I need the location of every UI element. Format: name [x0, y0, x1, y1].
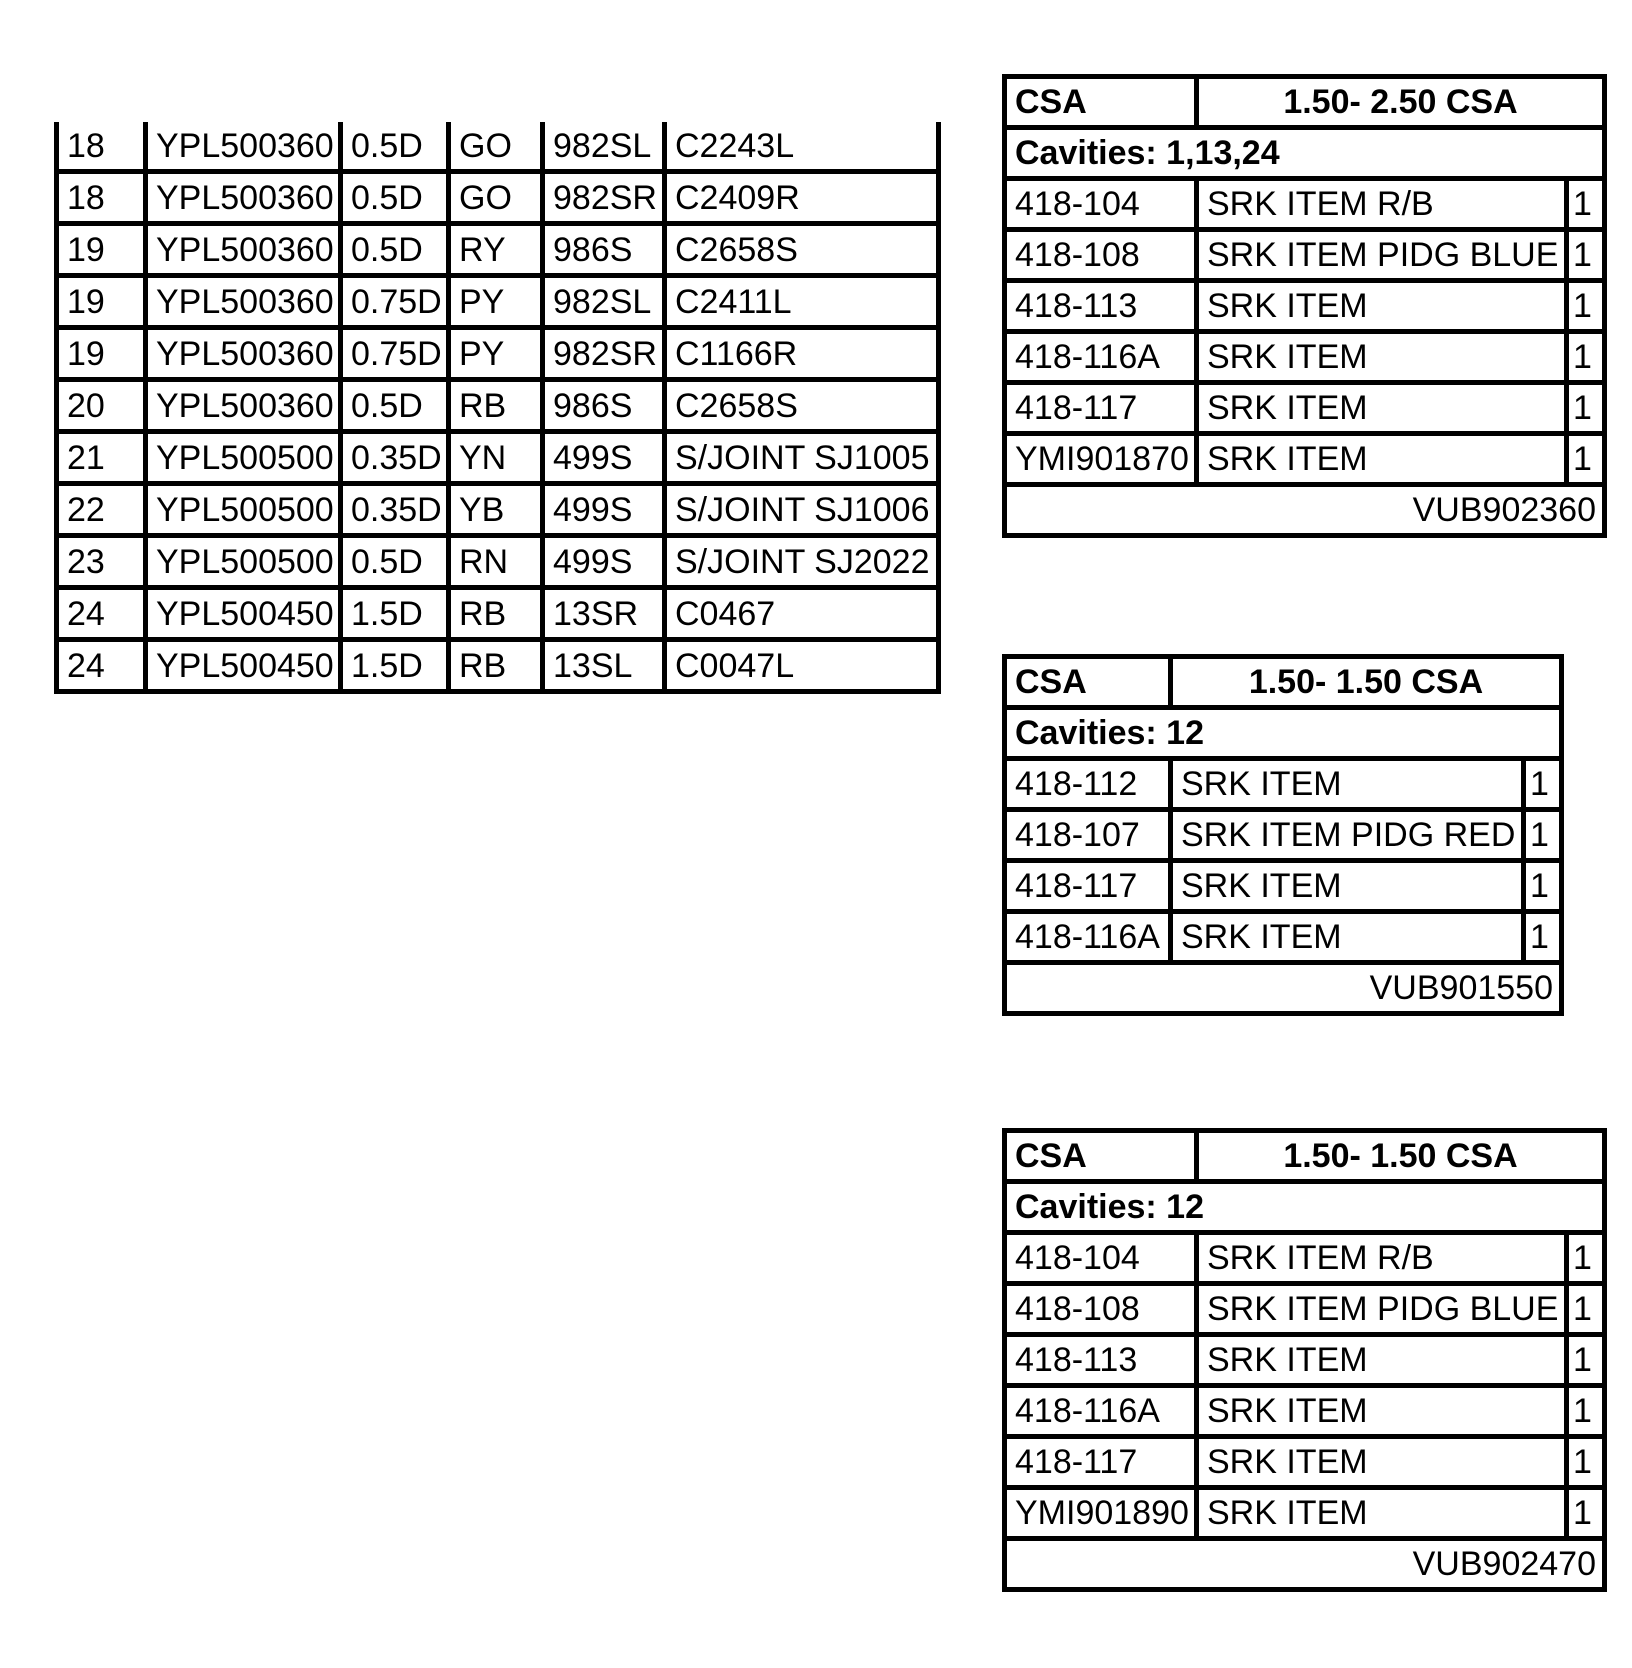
wire-part-number-cell: YPL500360 [146, 122, 341, 172]
item-quantity-cell: 1 [1567, 1335, 1605, 1386]
csa-header-row [1005, 657, 1562, 708]
terminal-cell: 982SL [543, 122, 665, 172]
wire-colour-cell: RB [449, 380, 543, 432]
part-number-cell: 418-104 [1005, 1233, 1197, 1284]
list-item [1005, 912, 1562, 963]
item-description-cell: SRK ITEM [1171, 912, 1524, 963]
wire-colour-cell: RY [449, 224, 543, 276]
terminal-cell: 982SR [543, 328, 665, 380]
wire-colour-cell: PY [449, 276, 543, 328]
csa-items [1005, 759, 1562, 963]
wire-colour-cell: RB [449, 640, 543, 692]
terminal-cell: 499S [543, 432, 665, 484]
item-quantity-cell: 1 [1567, 281, 1605, 332]
part-number-cell: 418-116A [1005, 912, 1171, 963]
list-item [1005, 759, 1562, 810]
connector-cell: S/JOINT SJ1005 [665, 432, 939, 484]
wire-size-cell: 0.5D [341, 172, 449, 224]
item-quantity-cell: 1 [1567, 1386, 1605, 1437]
item-quantity-cell: 1 [1567, 1233, 1605, 1284]
part-number-cell: 418-107 [1005, 810, 1171, 861]
part-number-cell: 418-117 [1005, 861, 1171, 912]
wire-size-cell: 0.5D [341, 380, 449, 432]
item-description-cell: SRK ITEM [1197, 281, 1567, 332]
csa-label: CSA [1005, 657, 1171, 708]
cavity-number-cell: 20 [57, 380, 146, 432]
wire-size-cell: 0.5D [341, 224, 449, 276]
connector-cell: C2243L [665, 122, 939, 172]
csa-range: 1.50- 1.50 CSA [1171, 657, 1562, 708]
list-item [1005, 332, 1605, 383]
wire-size-cell: 0.75D [341, 328, 449, 380]
cavities-row [1005, 128, 1605, 179]
item-quantity-cell: 1 [1567, 383, 1605, 434]
cavity-number-cell: 18 [57, 122, 146, 172]
list-item [1005, 1335, 1605, 1386]
wire-size-cell: 1.5D [341, 588, 449, 640]
item-quantity-cell: 1 [1524, 861, 1562, 912]
item-description-cell: SRK ITEM [1197, 1488, 1567, 1539]
cavities-row [1005, 1182, 1605, 1233]
connector-cell: C2409R [665, 172, 939, 224]
table-row [57, 380, 939, 432]
wire-part-number-cell: YPL500500 [146, 536, 341, 588]
item-description-cell: SRK ITEM PIDG RED [1171, 810, 1524, 861]
cavity-number-cell: 24 [57, 588, 146, 640]
item-quantity-cell: 1 [1567, 332, 1605, 383]
wire-size-cell: 0.5D [341, 536, 449, 588]
item-quantity-cell: 1 [1567, 1437, 1605, 1488]
connector-cell: C2658S [665, 224, 939, 276]
connector-cell: C0467 [665, 588, 939, 640]
connector-cell: S/JOINT SJ2022 [665, 536, 939, 588]
csa-range: 1.50- 1.50 CSA [1197, 1131, 1605, 1182]
item-quantity-cell: 1 [1567, 1284, 1605, 1335]
cavities-label: Cavities: 12 [1005, 1182, 1605, 1233]
part-number-cell: 418-108 [1005, 1284, 1197, 1335]
wire-size-cell: 0.75D [341, 276, 449, 328]
list-item [1005, 810, 1562, 861]
cavity-number-cell: 19 [57, 328, 146, 380]
wiring-table [54, 122, 941, 694]
wiring-table-body [57, 122, 939, 692]
part-number-cell: 418-116A [1005, 1386, 1197, 1437]
connector-cell: C2411L [665, 276, 939, 328]
table-row [57, 122, 939, 172]
terminal-cell: 499S [543, 484, 665, 536]
csa-items [1005, 179, 1605, 485]
item-description-cell: SRK ITEM [1197, 332, 1567, 383]
connector-cell: C1166R [665, 328, 939, 380]
terminal-cell: 986S [543, 224, 665, 276]
cavity-number-cell: 24 [57, 640, 146, 692]
list-item [1005, 179, 1605, 230]
cavity-number-cell: 19 [57, 276, 146, 328]
table-row [57, 224, 939, 276]
cavities-row [1005, 708, 1562, 759]
table-row [57, 432, 939, 484]
terminal-cell: 13SL [543, 640, 665, 692]
table-row [57, 276, 939, 328]
cavities-label: Cavities: 12 [1005, 708, 1562, 759]
wire-colour-cell: GO [449, 122, 543, 172]
wire-part-number-cell: YPL500450 [146, 588, 341, 640]
list-item [1005, 383, 1605, 434]
terminal-cell: 982SL [543, 276, 665, 328]
csa-box-1 [1002, 74, 1607, 538]
item-description-cell: SRK ITEM [1197, 1437, 1567, 1488]
table-row [57, 172, 939, 224]
part-number-cell: 418-116A [1005, 332, 1197, 383]
wire-colour-cell: PY [449, 328, 543, 380]
item-quantity-cell: 1 [1524, 912, 1562, 963]
item-description-cell: SRK ITEM [1171, 759, 1524, 810]
table-row [57, 640, 939, 692]
wire-part-number-cell: YPL500360 [146, 380, 341, 432]
wire-size-cell: 0.35D [341, 432, 449, 484]
wire-part-number-cell: YPL500360 [146, 172, 341, 224]
cavity-number-cell: 22 [57, 484, 146, 536]
wire-part-number-cell: YPL500500 [146, 484, 341, 536]
part-number-cell: 418-117 [1005, 1437, 1197, 1488]
list-item [1005, 861, 1562, 912]
part-number-cell: 418-117 [1005, 383, 1197, 434]
csa-label: CSA [1005, 77, 1197, 128]
item-quantity-cell: 1 [1524, 759, 1562, 810]
part-code-row [1005, 1539, 1605, 1590]
list-item [1005, 1488, 1605, 1539]
part-number-cell: 418-112 [1005, 759, 1171, 810]
list-item [1005, 230, 1605, 281]
item-description-cell: SRK ITEM [1197, 1386, 1567, 1437]
table-row [57, 536, 939, 588]
csa-header-row [1005, 77, 1605, 128]
item-description-cell: SRK ITEM R/B [1197, 179, 1567, 230]
part-number-cell: YMI901890 [1005, 1488, 1197, 1539]
terminal-cell: 13SR [543, 588, 665, 640]
list-item [1005, 434, 1605, 485]
table-row [57, 484, 939, 536]
list-item [1005, 1386, 1605, 1437]
item-description-cell: SRK ITEM [1197, 383, 1567, 434]
part-number-cell: 418-113 [1005, 1335, 1197, 1386]
csa-items [1005, 1233, 1605, 1539]
wire-colour-cell: RB [449, 588, 543, 640]
wire-colour-cell: RN [449, 536, 543, 588]
csa-box-3 [1002, 1128, 1607, 1592]
list-item [1005, 1233, 1605, 1284]
wire-size-cell: 1.5D [341, 640, 449, 692]
wire-size-cell: 0.5D [341, 122, 449, 172]
wire-part-number-cell: YPL500500 [146, 432, 341, 484]
list-item [1005, 1284, 1605, 1335]
part-code: VUB902360 [1005, 485, 1605, 536]
csa-label: CSA [1005, 1131, 1197, 1182]
list-item [1005, 281, 1605, 332]
part-number-cell: YMI901870 [1005, 434, 1197, 485]
item-description-cell: SRK ITEM [1197, 1335, 1567, 1386]
part-code-row [1005, 485, 1605, 536]
wire-colour-cell: YN [449, 432, 543, 484]
item-description-cell: SRK ITEM [1171, 861, 1524, 912]
wire-colour-cell: GO [449, 172, 543, 224]
part-code: VUB902470 [1005, 1539, 1605, 1590]
item-quantity-cell: 1 [1524, 810, 1562, 861]
csa-box-2 [1002, 654, 1564, 1016]
connector-cell: C2658S [665, 380, 939, 432]
part-number-cell: 418-104 [1005, 179, 1197, 230]
part-code-row [1005, 963, 1562, 1014]
terminal-cell: 499S [543, 536, 665, 588]
cavity-number-cell: 21 [57, 432, 146, 484]
wire-part-number-cell: YPL500360 [146, 276, 341, 328]
wire-part-number-cell: YPL500360 [146, 328, 341, 380]
item-quantity-cell: 1 [1567, 230, 1605, 281]
item-quantity-cell: 1 [1567, 179, 1605, 230]
terminal-cell: 982SR [543, 172, 665, 224]
cavity-number-cell: 23 [57, 536, 146, 588]
table-row [57, 328, 939, 380]
item-description-cell: SRK ITEM PIDG BLUE [1197, 1284, 1567, 1335]
csa-range: 1.50- 2.50 CSA [1197, 77, 1605, 128]
cavities-label: Cavities: 1,13,24 [1005, 128, 1605, 179]
connector-cell: S/JOINT SJ1006 [665, 484, 939, 536]
table-row [57, 588, 939, 640]
part-number-cell: 418-113 [1005, 281, 1197, 332]
item-quantity-cell: 1 [1567, 1488, 1605, 1539]
part-code: VUB901550 [1005, 963, 1562, 1014]
wire-part-number-cell: YPL500450 [146, 640, 341, 692]
item-description-cell: SRK ITEM R/B [1197, 1233, 1567, 1284]
csa-header-row [1005, 1131, 1605, 1182]
wire-size-cell: 0.35D [341, 484, 449, 536]
item-description-cell: SRK ITEM PIDG BLUE [1197, 230, 1567, 281]
item-quantity-cell: 1 [1567, 434, 1605, 485]
list-item [1005, 1437, 1605, 1488]
cavity-number-cell: 18 [57, 172, 146, 224]
part-number-cell: 418-108 [1005, 230, 1197, 281]
wire-colour-cell: YB [449, 484, 543, 536]
connector-cell: C0047L [665, 640, 939, 692]
terminal-cell: 986S [543, 380, 665, 432]
item-description-cell: SRK ITEM [1197, 434, 1567, 485]
cavity-number-cell: 19 [57, 224, 146, 276]
wire-part-number-cell: YPL500360 [146, 224, 341, 276]
